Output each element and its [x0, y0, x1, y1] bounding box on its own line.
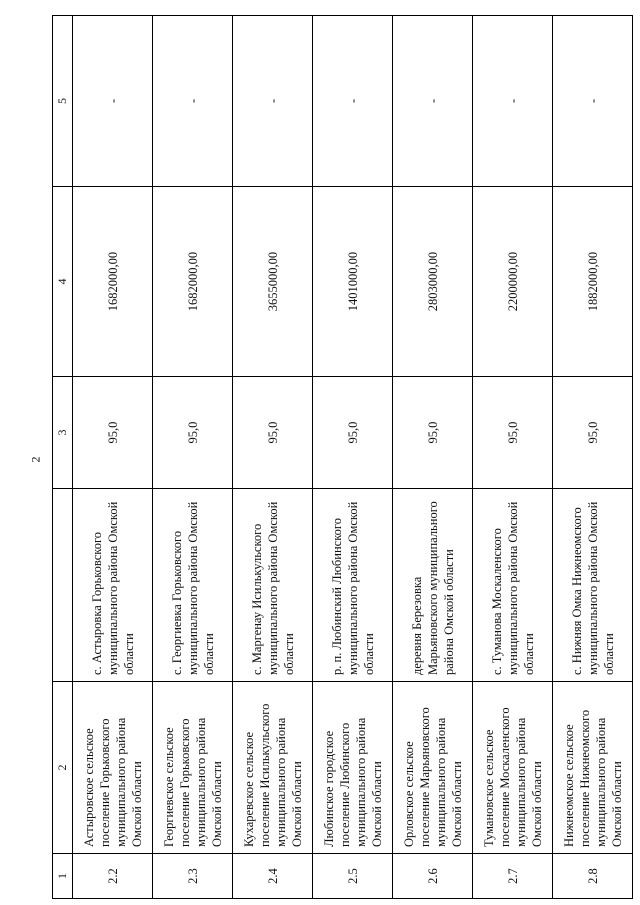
- row-number: 2.6: [393, 854, 473, 899]
- header-col-2b: [53, 489, 73, 682]
- amount-value: 2803000,00: [393, 187, 473, 377]
- header-col-3: 3: [53, 377, 73, 489]
- header-col-4: 4: [53, 187, 73, 377]
- table-row: [393, 16, 473, 899]
- settlement-name: Астыровское сельское поселение Горьковского муниципального района Омской области: [73, 682, 153, 854]
- percent-value: 95,0: [233, 377, 313, 489]
- locality-name: р. п. Любинский Любинского муниципального района Омской области: [313, 489, 393, 682]
- table-row: [73, 16, 153, 899]
- amount-value: 3655000,00: [233, 187, 313, 377]
- amount-value: 1882000,00: [553, 187, 633, 377]
- locality-name: с. Туманова Москаленского муниципального района Омской области: [473, 489, 553, 682]
- table-row: [233, 16, 313, 899]
- header-col-1: 1: [53, 854, 73, 899]
- amount-value: 1682000,00: [153, 187, 233, 377]
- locality-name: с. Георгиевка Горьковского муниципального района Омской области: [153, 489, 233, 682]
- row-number: 2.4: [233, 854, 313, 899]
- allocation-table: [52, 15, 633, 899]
- row-number: 2.7: [473, 854, 553, 899]
- table-row: [313, 16, 393, 899]
- table-row: [153, 16, 233, 899]
- rotated-table-container: [52, 16, 633, 899]
- locality-name: с. Маргенау Исилькульского муниципального района Омской области: [233, 489, 313, 682]
- settlement-name: Георгиевское сельское поселение Горьковского муниципального района Омской области: [153, 682, 233, 854]
- header-col-5: 5: [53, 16, 73, 187]
- percent-value: 95,0: [73, 377, 153, 489]
- locality-name: с. Нижняя Омка Нижнеомского муниципального района Омской области: [553, 489, 633, 682]
- table-row: [553, 16, 633, 899]
- column-5-value: -: [313, 16, 393, 187]
- amount-value: 1401000,00: [313, 187, 393, 377]
- settlement-name: Орловское сельское поселение Марьяновского муниципального района Омской области: [393, 682, 473, 854]
- locality-name: деревня Березовка Марьяновского муниципального района Омской области: [393, 489, 473, 682]
- column-5-value: -: [233, 16, 313, 187]
- header-col-2: 2: [53, 682, 73, 854]
- settlement-name: Кухаревское сельское поселение Исилькульского муниципального района Омской области: [233, 682, 313, 854]
- table-row: [473, 16, 553, 899]
- settlement-name: Нижнеомское сельское поселение Нижнеомского муниципального района Омской области: [553, 682, 633, 854]
- row-number: 2.8: [553, 854, 633, 899]
- percent-value: 95,0: [313, 377, 393, 489]
- settlement-name: Тумановское сельское поселение Москаленского муниципального района Омской области: [473, 682, 553, 854]
- column-5-value: -: [553, 16, 633, 187]
- percent-value: 95,0: [553, 377, 633, 489]
- percent-value: 95,0: [393, 377, 473, 489]
- column-5-value: -: [73, 16, 153, 187]
- settlement-name: Любинское городское поселение Любинского муниципального района Омской области: [313, 682, 393, 854]
- header-row: [53, 16, 73, 899]
- percent-value: 95,0: [473, 377, 553, 489]
- percent-value: 95,0: [153, 377, 233, 489]
- column-5-value: -: [393, 16, 473, 187]
- row-number: 2.2: [73, 854, 153, 899]
- amount-value: 1682000,00: [73, 187, 153, 377]
- rotated-table-inner: [52, 16, 633, 899]
- locality-name: с. Астыровка Горьковского муниципального района Омской области: [73, 489, 153, 682]
- amount-value: 2200000,00: [473, 187, 553, 377]
- row-number: 2.3: [153, 854, 233, 899]
- row-number: 2.5: [313, 854, 393, 899]
- column-5-value: -: [153, 16, 233, 187]
- page-number: 2: [28, 456, 43, 463]
- column-5-value: -: [473, 16, 553, 187]
